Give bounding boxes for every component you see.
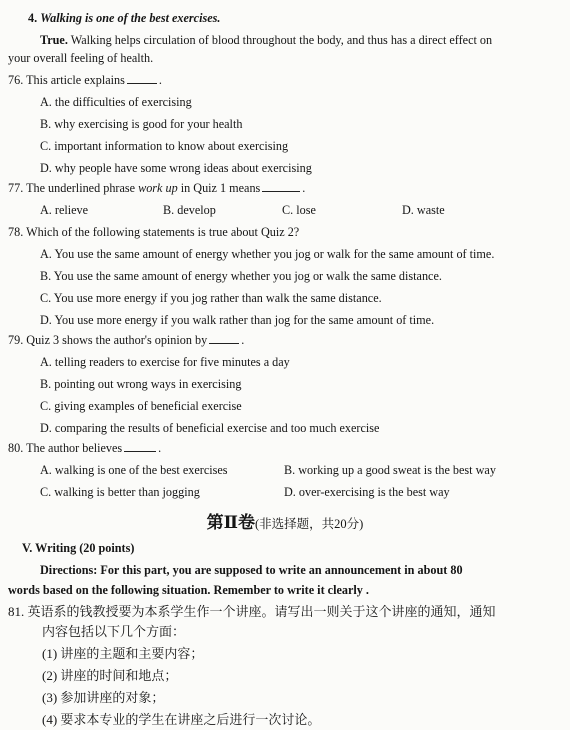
- question-number: 81.: [8, 604, 25, 619]
- writing-point-2: (2) 讲座的时间和地点；: [42, 668, 178, 683]
- directions-label: Directions:: [40, 563, 98, 577]
- directions-text: For this part, you are supposed to write an announcement in about 80: [100, 563, 463, 577]
- statement-number: 4.: [28, 11, 38, 25]
- option-80-d: D. over-exercising is the best way: [284, 485, 450, 499]
- statement-text: Walking is one of the best exercises.: [40, 11, 221, 25]
- question-81-line-2: 内容包括以下几个方面：: [42, 624, 186, 639]
- question-81-line-1: [8, 604, 496, 620]
- option-80-b: B. working up a good sweat is the best way: [284, 463, 496, 477]
- answer-label: True.: [40, 33, 68, 47]
- writing-point-1: (1) 讲座的主题和主要内容；: [42, 646, 204, 661]
- writing-point-3: (3) 参加讲座的对象；: [42, 690, 165, 705]
- option-76-b: B. why exercising is good for your health: [40, 117, 243, 131]
- option-76-d: D. why people have some wrong ideas about exercising: [40, 161, 312, 175]
- answer-blank: [127, 72, 157, 84]
- option-77-b: B. develop: [163, 203, 216, 217]
- option-78-b: B. You use the same amount of energy whether you jog or walk the same distance.: [40, 269, 442, 283]
- option-79-c: C. giving examples of beneficial exercise: [40, 399, 242, 413]
- question-text: 英语系的钱教授要为本系学生作一个讲座。请写出一则关于这个讲座的通知，通知: [27, 604, 496, 619]
- question-77-stem: 77. The underlined phrase work up in Quiz 1 means .: [8, 181, 306, 195]
- statement-4: [28, 10, 220, 26]
- question-text: This article explains: [26, 73, 125, 87]
- option-76-c: C. important information to know about exercising: [40, 139, 289, 153]
- option-77-d: D. waste: [402, 203, 445, 217]
- question-76-stem: 76. This article explains .: [8, 73, 162, 87]
- question-78-stem: 78. Which of the following statements is true about Quiz 2?: [8, 225, 300, 239]
- underlined-phrase: work up: [138, 181, 178, 195]
- option-79-a: A. telling readers to exercise for five minutes a day: [40, 355, 290, 369]
- writing-section-title: V. Writing (20 points): [22, 541, 135, 555]
- question-number: 76.: [8, 73, 24, 87]
- answer-blank: [209, 332, 239, 344]
- question-79-stem: 79. Quiz 3 shows the author's opinion by .: [8, 333, 245, 347]
- statement-explanation-1: [40, 32, 492, 48]
- explanation-text: Walking helps circulation of blood throughout the body, and thus has a direct effect on: [70, 33, 493, 47]
- part-2-subtitle: (非选择题，共20分): [255, 517, 364, 531]
- writing-directions-2: words based on the following situation. Remember to write it clearly .: [8, 583, 369, 597]
- writing-directions-1: [40, 562, 463, 578]
- option-76-a: A. the difficulties of exercising: [40, 95, 192, 109]
- answer-blank: [124, 440, 156, 452]
- writing-point-4: (4) 要求本专业的学生在讲座之后进行一次讨论。: [42, 712, 321, 727]
- option-79-d: D. comparing the results of beneficial exercise and too much exercise: [40, 421, 380, 435]
- option-78-c: C. You use more energy if you jog rather than walk the same distance.: [40, 291, 382, 305]
- option-80-c: C. walking is better than jogging: [40, 485, 200, 499]
- part-2-title: 第Ⅱ卷: [206, 513, 255, 532]
- question-80-stem: 80. The author believes .: [8, 441, 162, 455]
- answer-blank: [262, 180, 300, 192]
- part-2-heading: [0, 508, 570, 533]
- option-77-a: A. relieve: [40, 203, 89, 217]
- option-78-d: D. You use more energy if you walk rather than jog for the same amount of time.: [40, 313, 435, 327]
- option-77-c: C. lose: [282, 203, 316, 217]
- option-80-a: A. walking is one of the best exercises: [40, 463, 228, 477]
- statement-explanation-2: your overall feeling of health.: [8, 51, 154, 65]
- option-78-a: A. You use the same amount of energy whether you jog or walk for the same amount of time.: [40, 247, 495, 261]
- option-79-b: B. pointing out wrong ways in exercising: [40, 377, 242, 391]
